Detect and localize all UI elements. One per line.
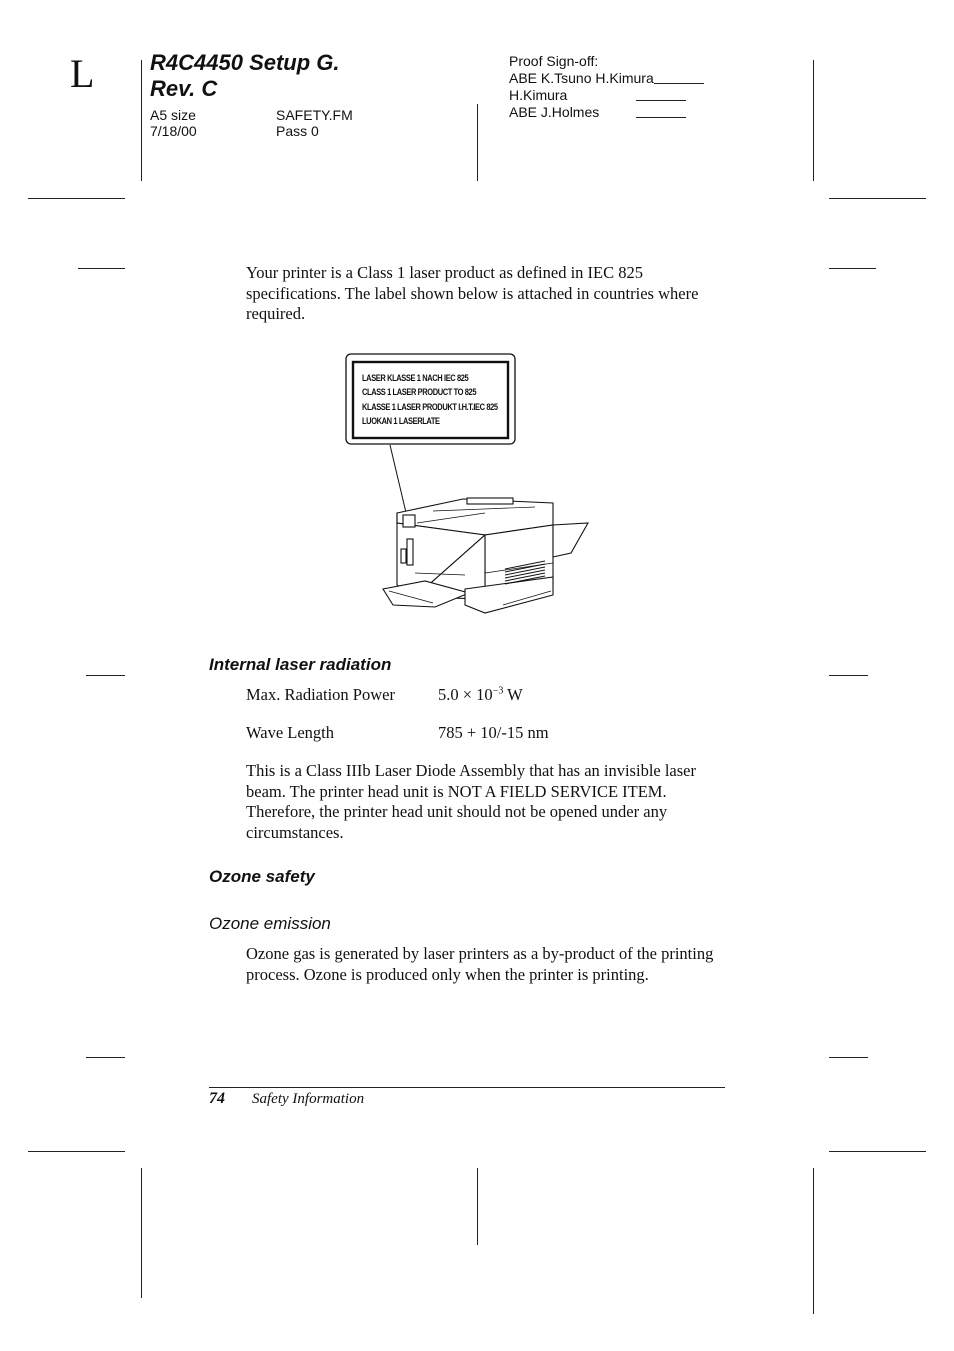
proof-signoff-line1: ABE K.Tsuno H.Kimura	[509, 70, 654, 86]
crop-mark-top-left-horizontal	[28, 198, 125, 199]
label-line: LUOKAN 1 LASERLATE	[362, 415, 440, 427]
crop-mark-bottom-right-horizontal	[829, 1151, 926, 1152]
signature-blank	[654, 70, 704, 84]
margin-mark-right-2	[829, 675, 868, 676]
page-number: 74	[209, 1090, 225, 1107]
section-heading-internal-laser: Internal laser radiation	[209, 655, 392, 674]
crop-mark-bottom-left-vertical	[141, 1168, 142, 1298]
footer-section-title: Safety Information	[252, 1091, 365, 1107]
proof-signoff-row	[509, 70, 739, 87]
footer-rule	[209, 1087, 725, 1088]
corner-mark: L	[70, 51, 95, 96]
crop-mark-top-center-vertical	[477, 104, 478, 181]
laser-label-illustration	[345, 353, 591, 618]
proof-signoff-title: Proof Sign-off:	[509, 53, 599, 69]
margin-mark-left-2	[86, 675, 125, 676]
spec-row	[246, 685, 523, 705]
proof-signoff-line2: H.Kimura	[509, 87, 568, 103]
proof-signoff-line3: ABE J.Holmes	[509, 104, 600, 120]
document-title-line1: R4C4450 Setup G.	[150, 50, 340, 75]
paper-size: A5 size	[150, 107, 196, 123]
margin-mark-left-3	[86, 1057, 125, 1058]
laser-warning-label-text	[362, 372, 498, 429]
spec-value-base: 5.0 × 10	[438, 685, 493, 704]
crop-mark-top-right-horizontal	[829, 198, 926, 199]
proof-signoff-block	[509, 53, 739, 121]
signature-blank	[636, 104, 686, 118]
margin-mark-left-1	[78, 268, 125, 269]
crop-mark-top-left-vertical	[141, 60, 142, 181]
label-line: LASER KLASSE 1 NACH IEC 825	[362, 373, 469, 384]
section-heading-ozone-safety: Ozone safety	[209, 867, 315, 886]
document-title-line2: Rev. C	[150, 76, 218, 101]
laser-diode-paragraph: This is a Class IIIb Laser Diode Assembly that has an invisible laser beam. The printer head unit is NOT A FIELD SERVICE ITEM. Therefore, the printer head unit should not be opened under any circumstances.	[246, 761, 696, 842]
spec-label: Wave Length	[246, 723, 335, 742]
label-line: CLASS 1 LASER PRODUCT TO 825	[362, 387, 477, 399]
crop-mark-top-right-vertical	[813, 60, 814, 181]
spec-value	[438, 685, 523, 705]
spec-value: 785 + 10/-15 nm	[438, 723, 549, 742]
spec-value-unit: W	[503, 685, 523, 704]
ozone-paragraph: Ozone gas is generated by laser printers as a by-product of the printing process. Ozone is produced only when the printer is printing.	[246, 944, 714, 984]
revision-date: 7/18/00	[150, 123, 197, 139]
crop-mark-bottom-right-vertical	[813, 1168, 814, 1314]
spec-value-exponent: −3	[492, 685, 504, 697]
margin-mark-right-3	[829, 1057, 868, 1058]
file-name: SAFETY.FM	[276, 107, 353, 123]
proof-signoff-row	[509, 87, 739, 104]
subsection-heading-ozone-emission: Ozone emission	[209, 914, 331, 933]
pass-number: Pass 0	[276, 123, 319, 139]
proof-signoff-row	[509, 104, 739, 121]
spec-row	[246, 723, 549, 743]
signature-blank	[636, 87, 686, 101]
crop-mark-bottom-center-vertical	[477, 1168, 478, 1245]
spec-label: Max. Radiation Power	[246, 685, 395, 704]
intro-paragraph: Your printer is a Class 1 laser product as defined in IEC 825 specifications. The label shown below is attached in countries where required.	[246, 263, 699, 323]
label-line: KLASSE 1 LASER PRODUKT I.H.T.IEC 825	[362, 401, 498, 413]
document-title	[150, 50, 410, 102]
margin-mark-right-1	[829, 268, 876, 269]
crop-mark-bottom-left-horizontal	[28, 1151, 125, 1152]
